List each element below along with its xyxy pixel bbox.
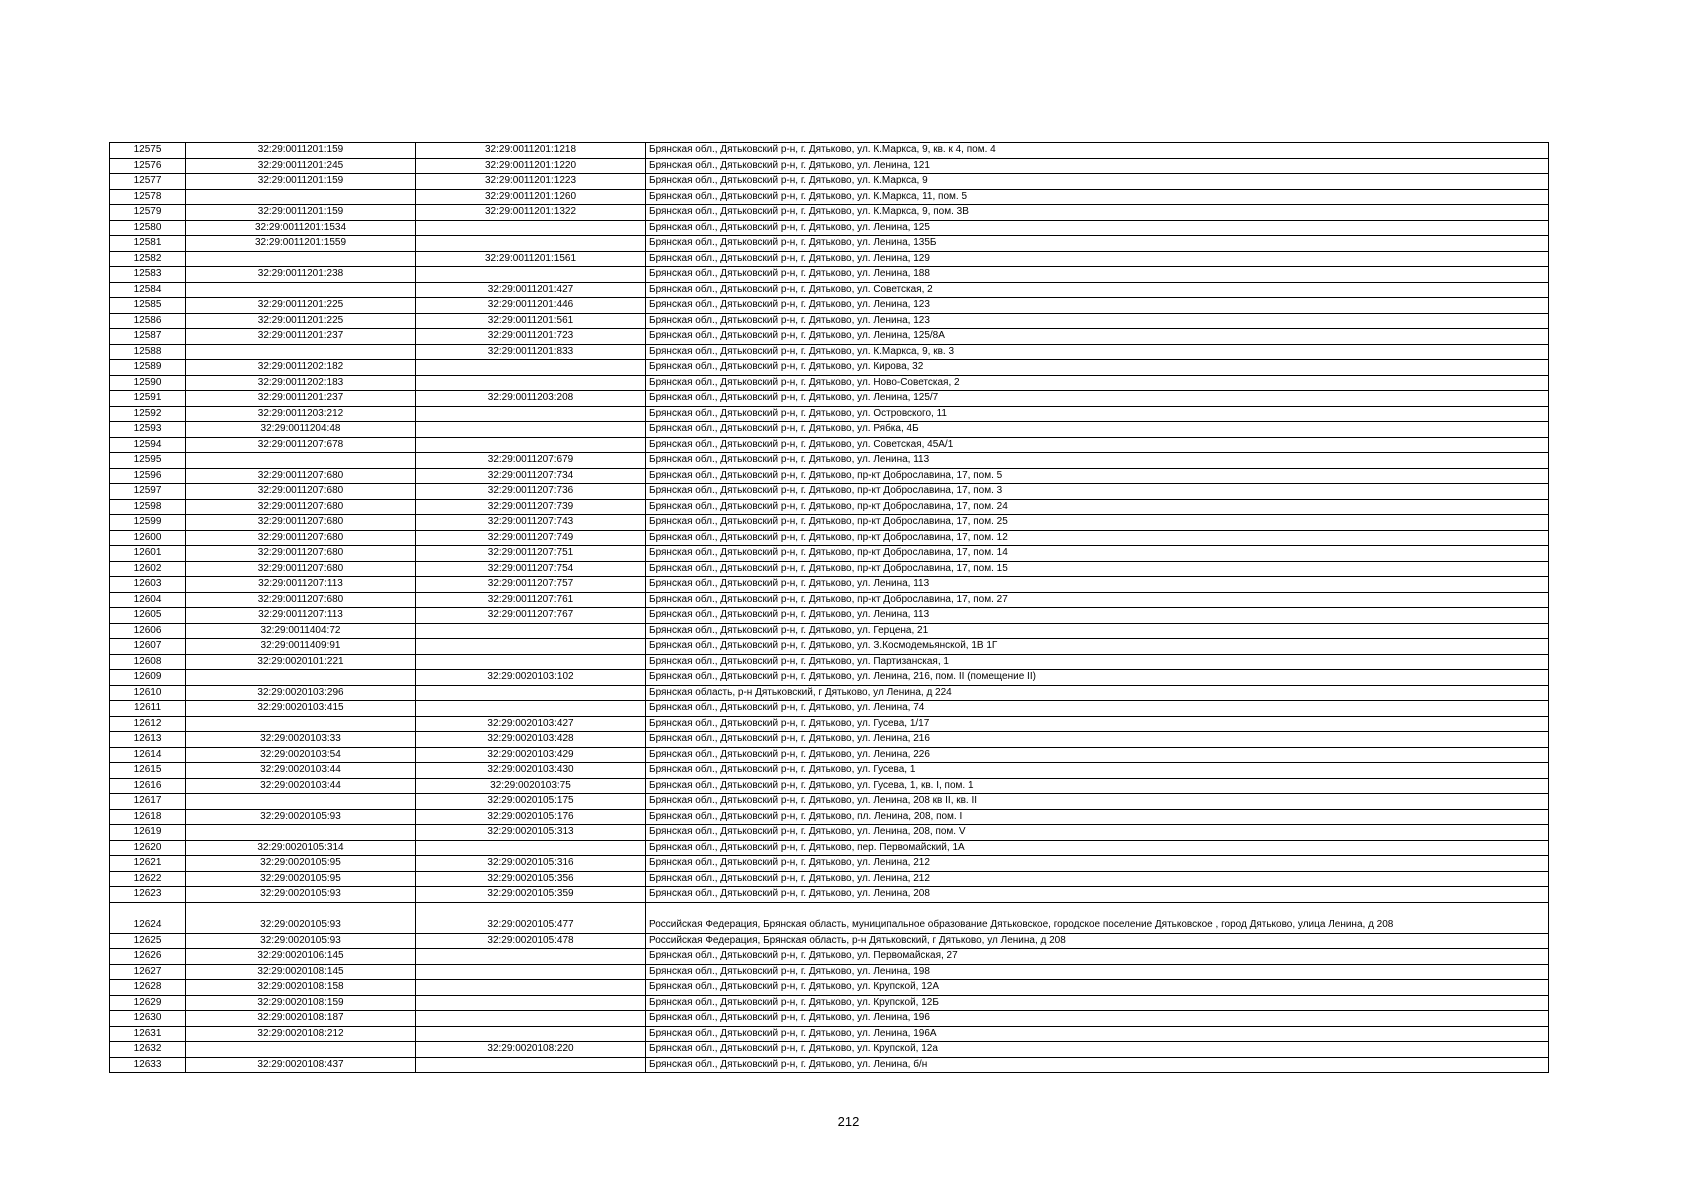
address-cell: Брянская обл., Дятьковский р-н, г. Дятьково, ул. Ленина, 125 xyxy=(646,220,1549,236)
address-cell: Брянская обл., Дятьковский р-н, г. Дятьково, пр-кт Доброславина, 17, пом. 15 xyxy=(646,561,1549,577)
row-number-cell: 12633 xyxy=(110,1057,186,1073)
address-cell: Брянская обл., Дятьковский р-н, г. Дятьково, пр-кт Доброславина, 17, пом. 24 xyxy=(646,499,1549,515)
table-row xyxy=(110,716,1549,732)
table-row xyxy=(110,670,1549,686)
address-cell: Брянская обл., Дятьковский р-н, г. Дятьково, пр-кт Доброславина, 17, пом. 12 xyxy=(646,530,1549,546)
table-row xyxy=(110,639,1549,655)
address-cell: Брянская обл., Дятьковский р-н, г. Дятьково, пр-кт Доброславина, 17, пом. 3 xyxy=(646,484,1549,500)
land-cadastral-cell: 32:29:0020108:437 xyxy=(186,1057,416,1073)
land-cadastral-cell: 32:29:0011201:225 xyxy=(186,298,416,314)
address-cell: Брянская обл., Дятьковский р-н, г. Дятьково, пр-кт Доброславина, 17, пом. 27 xyxy=(646,592,1549,608)
land-cadastral-cell: 32:29:0020105:93 xyxy=(186,887,416,903)
object-cadastral-cell: 32:29:0020105:176 xyxy=(416,809,646,825)
table-row xyxy=(110,763,1549,779)
row-number-cell: 12616 xyxy=(110,778,186,794)
land-cadastral-cell: 32:29:0011201:238 xyxy=(186,267,416,283)
address-cell: Брянская обл., Дятьковский р-н, г. Дятьково, ул. Советская, 45А/1 xyxy=(646,437,1549,453)
address-cell: Брянская обл., Дятьковский р-н, г. Дятьково, ул. Партизанская, 1 xyxy=(646,654,1549,670)
object-cadastral-cell xyxy=(416,949,646,965)
land-cadastral-cell: 32:29:0011201:225 xyxy=(186,313,416,329)
object-cadastral-cell: 32:29:0020105:313 xyxy=(416,825,646,841)
address-cell: Брянская обл., Дятьковский р-н, г. Дятьково, ул. Советская, 2 xyxy=(646,282,1549,298)
address-cell: Брянская обл., Дятьковский р-н, г. Дятьково, ул. Ленина, 125/8А xyxy=(646,329,1549,345)
object-cadastral-cell: 32:29:0011207:757 xyxy=(416,577,646,593)
row-number-cell: 12590 xyxy=(110,375,186,391)
land-cadastral-cell: 32:29:0011404:72 xyxy=(186,623,416,639)
land-cadastral-cell: 32:29:0011201:159 xyxy=(186,205,416,221)
land-cadastral-cell: 32:29:0011207:680 xyxy=(186,515,416,531)
land-cadastral-cell xyxy=(186,282,416,298)
object-cadastral-cell: 32:29:0011201:833 xyxy=(416,344,646,360)
table-row xyxy=(110,902,1549,933)
row-number-cell: 12589 xyxy=(110,360,186,376)
row-number-cell: 12596 xyxy=(110,468,186,484)
row-number-cell: 12576 xyxy=(110,158,186,174)
table-row xyxy=(110,778,1549,794)
land-cadastral-cell: 32:29:0020103:54 xyxy=(186,747,416,763)
address-cell: Брянская обл., Дятьковский р-н, г. Дятьково, пр-кт Доброславина, 17, пом. 14 xyxy=(646,546,1549,562)
address-cell: Брянская обл., Дятьковский р-н, г. Дятьково, ул. К.Маркса, 9, пом. 3В xyxy=(646,205,1549,221)
object-cadastral-cell: 32:29:0011201:1260 xyxy=(416,189,646,205)
row-number-cell: 12610 xyxy=(110,685,186,701)
table-row xyxy=(110,158,1549,174)
address-cell: Брянская обл., Дятьковский р-н, г. Дятьково, ул. Ленина, 135Б xyxy=(646,236,1549,252)
address-cell: Брянская обл., Дятьковский р-н, г. Дятьково, ул. Островского, 11 xyxy=(646,406,1549,422)
object-cadastral-cell: 32:29:0011207:761 xyxy=(416,592,646,608)
land-cadastral-cell: 32:29:0011207:680 xyxy=(186,530,416,546)
land-cadastral-cell: 32:29:0011207:680 xyxy=(186,546,416,562)
address-cell: Брянская обл., Дятьковский р-н, г. Дятьково, ул. Ленина, 208 кв II, кв. II xyxy=(646,794,1549,810)
object-cadastral-cell xyxy=(416,437,646,453)
row-number-cell: 12618 xyxy=(110,809,186,825)
row-number-cell: 12615 xyxy=(110,763,186,779)
registry-body xyxy=(110,143,1549,1073)
row-number-cell: 12627 xyxy=(110,964,186,980)
address-cell: Брянская обл., Дятьковский р-н, г. Дятьково, ул. Кирова, 32 xyxy=(646,360,1549,376)
land-cadastral-cell: 32:29:0020108:158 xyxy=(186,980,416,996)
object-cadastral-cell: 32:29:0020105:477 xyxy=(416,902,646,933)
object-cadastral-cell: 32:29:0020103:75 xyxy=(416,778,646,794)
land-cadastral-cell: 32:29:0020108:145 xyxy=(186,964,416,980)
object-cadastral-cell: 32:29:0020103:428 xyxy=(416,732,646,748)
table-row xyxy=(110,499,1549,515)
row-number-cell: 12582 xyxy=(110,251,186,267)
row-number-cell: 12580 xyxy=(110,220,186,236)
address-cell: Брянская обл., Дятьковский р-н, г. Дятьково, ул. Ленина, 196А xyxy=(646,1026,1549,1042)
row-number-cell: 12586 xyxy=(110,313,186,329)
row-number-cell: 12594 xyxy=(110,437,186,453)
address-cell: Брянская обл., Дятьковский р-н, г. Дятьково, пл. Ленина, 208, пом. I xyxy=(646,809,1549,825)
table-row xyxy=(110,220,1549,236)
address-cell: Брянская обл., Дятьковский р-н, г. Дятьково, ул. Ленина, 198 xyxy=(646,964,1549,980)
table-row xyxy=(110,561,1549,577)
address-cell: Брянская обл., Дятьковский р-н, г. Дятьково, ул. К.Маркса, 9 xyxy=(646,174,1549,190)
row-number-cell: 12575 xyxy=(110,143,186,159)
row-number-cell: 12611 xyxy=(110,701,186,717)
object-cadastral-cell: 32:29:0011201:723 xyxy=(416,329,646,345)
row-number-cell: 12623 xyxy=(110,887,186,903)
table-row xyxy=(110,1026,1549,1042)
object-cadastral-cell xyxy=(416,375,646,391)
object-cadastral-cell xyxy=(416,422,646,438)
table-row xyxy=(110,747,1549,763)
row-number-cell: 12598 xyxy=(110,499,186,515)
object-cadastral-cell xyxy=(416,1057,646,1073)
object-cadastral-cell xyxy=(416,980,646,996)
address-cell: Брянская обл., Дятьковский р-н, г. Дятьково, ул. К.Маркса, 9, кв. к 4, пом. 4 xyxy=(646,143,1549,159)
land-cadastral-cell: 32:29:0020105:93 xyxy=(186,902,416,933)
row-number-cell: 12622 xyxy=(110,871,186,887)
address-cell: Брянская обл., Дятьковский р-н, г. Дятьково, ул. Ново-Советская, 2 xyxy=(646,375,1549,391)
row-number-cell: 12625 xyxy=(110,933,186,949)
table-row xyxy=(110,468,1549,484)
row-number-cell: 12603 xyxy=(110,577,186,593)
address-cell: Брянская обл., Дятьковский р-н, г. Дятьково, ул. Крупской, 12а xyxy=(646,1042,1549,1058)
object-cadastral-cell: 32:29:0011207:749 xyxy=(416,530,646,546)
table-row xyxy=(110,577,1549,593)
land-cadastral-cell: 32:29:0020108:212 xyxy=(186,1026,416,1042)
table-row xyxy=(110,189,1549,205)
row-number-cell: 12612 xyxy=(110,716,186,732)
address-cell: Брянская обл., Дятьковский р-н, г. Дятьково, ул. Герцена, 21 xyxy=(646,623,1549,639)
table-row xyxy=(110,174,1549,190)
row-number-cell: 12591 xyxy=(110,391,186,407)
row-number-cell: 12608 xyxy=(110,654,186,670)
object-cadastral-cell xyxy=(416,964,646,980)
registry-table xyxy=(109,142,1549,1073)
table-row xyxy=(110,422,1549,438)
row-number-cell: 12600 xyxy=(110,530,186,546)
table-row xyxy=(110,251,1549,267)
land-cadastral-cell: 32:29:0011409:91 xyxy=(186,639,416,655)
object-cadastral-cell: 32:29:0020105:175 xyxy=(416,794,646,810)
land-cadastral-cell xyxy=(186,189,416,205)
address-cell: Брянская обл., Дятьковский р-н, г. Дятьково, ул. З.Космодемьянской, 1В 1Г xyxy=(646,639,1549,655)
row-number-cell: 12579 xyxy=(110,205,186,221)
land-cadastral-cell: 32:29:0011207:680 xyxy=(186,499,416,515)
land-cadastral-cell: 32:29:0020108:187 xyxy=(186,1011,416,1027)
object-cadastral-cell xyxy=(416,1011,646,1027)
table-row xyxy=(110,1011,1549,1027)
address-cell: Брянская обл., Дятьковский р-н, г. Дятьково, ул. Гусева, 1 xyxy=(646,763,1549,779)
table-row xyxy=(110,701,1549,717)
address-cell: Брянская обл., Дятьковский р-н, г. Дятьково, ул. Ленина, 123 xyxy=(646,313,1549,329)
object-cadastral-cell: 32:29:0020105:478 xyxy=(416,933,646,949)
object-cadastral-cell xyxy=(416,995,646,1011)
table-row xyxy=(110,236,1549,252)
object-cadastral-cell xyxy=(416,360,646,376)
table-row xyxy=(110,282,1549,298)
object-cadastral-cell: 32:29:0011201:446 xyxy=(416,298,646,314)
table-row xyxy=(110,887,1549,903)
land-cadastral-cell: 32:29:0011201:1534 xyxy=(186,220,416,236)
row-number-cell: 12613 xyxy=(110,732,186,748)
table-row xyxy=(110,980,1549,996)
object-cadastral-cell: 32:29:0011201:1223 xyxy=(416,174,646,190)
row-number-cell: 12602 xyxy=(110,561,186,577)
table-row xyxy=(110,360,1549,376)
object-cadastral-cell: 32:29:0011201:1561 xyxy=(416,251,646,267)
address-cell: Брянская обл., Дятьковский р-н, г. Дятьково, ул. Крупской, 12А xyxy=(646,980,1549,996)
table-row xyxy=(110,205,1549,221)
table-row xyxy=(110,623,1549,639)
land-cadastral-cell: 32:29:0020103:296 xyxy=(186,685,416,701)
row-number-cell: 12614 xyxy=(110,747,186,763)
object-cadastral-cell: 32:29:0020103:102 xyxy=(416,670,646,686)
object-cadastral-cell: 32:29:0011203:208 xyxy=(416,391,646,407)
row-number-cell: 12624 xyxy=(110,902,186,933)
object-cadastral-cell: 32:29:0011201:427 xyxy=(416,282,646,298)
row-number-cell: 12601 xyxy=(110,546,186,562)
address-cell: Брянская обл., Дятьковский р-н, г. Дятьково, ул. Ленина, 212 xyxy=(646,871,1549,887)
land-cadastral-cell: 32:29:0011201:1559 xyxy=(186,236,416,252)
object-cadastral-cell xyxy=(416,623,646,639)
object-cadastral-cell xyxy=(416,267,646,283)
table-row xyxy=(110,732,1549,748)
address-cell: Брянская обл., Дятьковский р-н, г. Дятьково, ул. Гусева, 1, кв. I, пом. 1 xyxy=(646,778,1549,794)
address-cell: Брянская обл., Дятьковский р-н, г. Дятьково, ул. Ленина, 74 xyxy=(646,701,1549,717)
object-cadastral-cell xyxy=(416,1026,646,1042)
table-row xyxy=(110,437,1549,453)
row-number-cell: 12609 xyxy=(110,670,186,686)
row-number-cell: 12619 xyxy=(110,825,186,841)
address-cell: Российская Федерация, Брянская область, р-н Дятьковский, г Дятьково, ул Ленина, д 208 xyxy=(646,933,1549,949)
object-cadastral-cell xyxy=(416,406,646,422)
land-cadastral-cell: 32:29:0020103:415 xyxy=(186,701,416,717)
land-cadastral-cell: 32:29:0011201:237 xyxy=(186,329,416,345)
object-cadastral-cell: 32:29:0020105:316 xyxy=(416,856,646,872)
row-number-cell: 12584 xyxy=(110,282,186,298)
table-row xyxy=(110,267,1549,283)
row-number-cell: 12595 xyxy=(110,453,186,469)
object-cadastral-cell xyxy=(416,236,646,252)
address-cell: Брянская обл., Дятьковский р-н, г. Дятьково, ул. Рябка, 4Б xyxy=(646,422,1549,438)
land-cadastral-cell: 32:29:0011207:680 xyxy=(186,468,416,484)
land-cadastral-cell: 32:29:0011204:48 xyxy=(186,422,416,438)
row-number-cell: 12599 xyxy=(110,515,186,531)
land-cadastral-cell: 32:29:0020105:93 xyxy=(186,809,416,825)
row-number-cell: 12604 xyxy=(110,592,186,608)
address-cell: Брянская обл., Дятьковский р-н, г. Дятьково, ул. Ленина, 196 xyxy=(646,1011,1549,1027)
land-cadastral-cell: 32:29:0020101:221 xyxy=(186,654,416,670)
land-cadastral-cell: 32:29:0020103:44 xyxy=(186,778,416,794)
row-number-cell: 12628 xyxy=(110,980,186,996)
object-cadastral-cell xyxy=(416,654,646,670)
row-number-cell: 12593 xyxy=(110,422,186,438)
object-cadastral-cell xyxy=(416,639,646,655)
row-number-cell: 12587 xyxy=(110,329,186,345)
address-cell: Брянская обл., Дятьковский р-н, г. Дятьково, ул. Ленина, 125/7 xyxy=(646,391,1549,407)
land-cadastral-cell xyxy=(186,825,416,841)
object-cadastral-cell: 32:29:0011207:754 xyxy=(416,561,646,577)
object-cadastral-cell: 32:29:0011201:1322 xyxy=(416,205,646,221)
address-cell: Брянская обл., Дятьковский р-н, г. Дятьково, ул. Ленина, 226 xyxy=(646,747,1549,763)
row-number-cell: 12592 xyxy=(110,406,186,422)
table-row xyxy=(110,143,1549,159)
land-cadastral-cell xyxy=(186,716,416,732)
object-cadastral-cell xyxy=(416,701,646,717)
table-row xyxy=(110,825,1549,841)
land-cadastral-cell: 32:29:0011201:237 xyxy=(186,391,416,407)
object-cadastral-cell xyxy=(416,220,646,236)
land-cadastral-cell: 32:29:0011207:113 xyxy=(186,608,416,624)
row-number-cell: 12605 xyxy=(110,608,186,624)
table-row xyxy=(110,515,1549,531)
table-row xyxy=(110,933,1549,949)
land-cadastral-cell xyxy=(186,453,416,469)
land-cadastral-cell: 32:29:0011202:182 xyxy=(186,360,416,376)
row-number-cell: 12585 xyxy=(110,298,186,314)
table-row xyxy=(110,546,1549,562)
address-cell: Брянская обл., Дятьковский р-н, г. Дятьково, ул. Ленина, 208, пом. V xyxy=(646,825,1549,841)
table-row xyxy=(110,794,1549,810)
object-cadastral-cell: 32:29:0020103:429 xyxy=(416,747,646,763)
object-cadastral-cell xyxy=(416,840,646,856)
address-cell: Брянская обл., Дятьковский р-н, г. Дятьково, ул. Ленина, 208 xyxy=(646,887,1549,903)
object-cadastral-cell: 32:29:0020108:220 xyxy=(416,1042,646,1058)
object-cadastral-cell: 32:29:0011207:751 xyxy=(416,546,646,562)
table-row xyxy=(110,298,1549,314)
table-row xyxy=(110,391,1549,407)
address-cell: Брянская обл., Дятьковский р-н, г. Дятьково, ул. Крупской, 12Б xyxy=(646,995,1549,1011)
address-cell: Брянская обл., Дятьковский р-н, г. Дятьково, пер. Первомайский, 1А xyxy=(646,840,1549,856)
table-row xyxy=(110,809,1549,825)
table-row xyxy=(110,1057,1549,1073)
land-cadastral-cell: 32:29:0020103:33 xyxy=(186,732,416,748)
table-row xyxy=(110,530,1549,546)
land-cadastral-cell xyxy=(186,1042,416,1058)
land-cadastral-cell: 32:29:0020103:44 xyxy=(186,763,416,779)
address-cell: Брянская обл., Дятьковский р-н, г. Дятьково, ул. Ленина, 113 xyxy=(646,453,1549,469)
table-row xyxy=(110,840,1549,856)
object-cadastral-cell: 32:29:0011201:1218 xyxy=(416,143,646,159)
table-row xyxy=(110,871,1549,887)
object-cadastral-cell: 32:29:0011207:679 xyxy=(416,453,646,469)
row-number-cell: 12631 xyxy=(110,1026,186,1042)
row-number-cell: 12621 xyxy=(110,856,186,872)
land-cadastral-cell: 32:29:0011201:245 xyxy=(186,158,416,174)
land-cadastral-cell: 32:29:0011207:680 xyxy=(186,561,416,577)
table-row xyxy=(110,949,1549,965)
land-cadastral-cell: 32:29:0020108:159 xyxy=(186,995,416,1011)
table-row xyxy=(110,344,1549,360)
land-cadastral-cell xyxy=(186,344,416,360)
land-cadastral-cell: 32:29:0011201:159 xyxy=(186,143,416,159)
row-number-cell: 12583 xyxy=(110,267,186,283)
address-cell: Брянская область, р-н Дятьковский, г Дятьково, ул Ленина, д 224 xyxy=(646,685,1549,701)
object-cadastral-cell: 32:29:0011207:736 xyxy=(416,484,646,500)
land-cadastral-cell: 32:29:0020105:95 xyxy=(186,871,416,887)
address-cell: Брянская обл., Дятьковский р-н, г. Дятьково, ул. Ленина, 212 xyxy=(646,856,1549,872)
table-row xyxy=(110,685,1549,701)
address-cell: Брянская обл., Дятьковский р-н, г. Дятьково, ул. Ленина, 188 xyxy=(646,267,1549,283)
object-cadastral-cell: 32:29:0020105:356 xyxy=(416,871,646,887)
object-cadastral-cell: 32:29:0020103:430 xyxy=(416,763,646,779)
table-row xyxy=(110,654,1549,670)
address-cell: Брянская обл., Дятьковский р-н, г. Дятьково, ул. Первомайская, 27 xyxy=(646,949,1549,965)
address-cell: Брянская обл., Дятьковский р-н, г. Дятьково, ул. Ленина, 216 xyxy=(646,732,1549,748)
table-row xyxy=(110,406,1549,422)
address-cell: Брянская обл., Дятьковский р-н, г. Дятьково, ул. Ленина, 113 xyxy=(646,608,1549,624)
page-number: 212 xyxy=(837,1114,860,1129)
land-cadastral-cell: 32:29:0011207:680 xyxy=(186,484,416,500)
land-cadastral-cell: 32:29:0011207:113 xyxy=(186,577,416,593)
object-cadastral-cell: 32:29:0020103:427 xyxy=(416,716,646,732)
row-number-cell: 12620 xyxy=(110,840,186,856)
object-cadastral-cell: 32:29:0011207:743 xyxy=(416,515,646,531)
table-row xyxy=(110,484,1549,500)
land-cadastral-cell: 32:29:0020105:314 xyxy=(186,840,416,856)
address-cell: Брянская обл., Дятьковский р-н, г. Дятьково, ул. К.Маркса, 9, кв. 3 xyxy=(646,344,1549,360)
land-cadastral-cell: 32:29:0020105:93 xyxy=(186,933,416,949)
table-row xyxy=(110,592,1549,608)
land-cadastral-cell xyxy=(186,251,416,267)
address-cell: Брянская обл., Дятьковский р-н, г. Дятьково, ул. Ленина, 129 xyxy=(646,251,1549,267)
row-number-cell: 12588 xyxy=(110,344,186,360)
table-row xyxy=(110,313,1549,329)
table-row xyxy=(110,329,1549,345)
address-cell: Российская Федерация, Брянская область, муниципальное образование Дятьковское, городское поселение Дятьковское , город Дятьково, улица Ленина, д 208 xyxy=(646,902,1549,933)
row-number-cell: 12607 xyxy=(110,639,186,655)
row-number-cell: 12626 xyxy=(110,949,186,965)
land-cadastral-cell xyxy=(186,794,416,810)
object-cadastral-cell: 32:29:0011207:739 xyxy=(416,499,646,515)
table-row xyxy=(110,608,1549,624)
address-cell: Брянская обл., Дятьковский р-н, г. Дятьково, ул. Ленина, 113 xyxy=(646,577,1549,593)
row-number-cell: 12630 xyxy=(110,1011,186,1027)
land-cadastral-cell: 32:29:0011201:159 xyxy=(186,174,416,190)
address-cell: Брянская обл., Дятьковский р-н, г. Дятьково, ул. К.Маркса, 11, пом. 5 xyxy=(646,189,1549,205)
address-cell: Брянская обл., Дятьковский р-н, г. Дятьково, пр-кт Доброславина, 17, пом. 5 xyxy=(646,468,1549,484)
table-row xyxy=(110,995,1549,1011)
table-row xyxy=(110,1042,1549,1058)
row-number-cell: 12597 xyxy=(110,484,186,500)
row-number-cell: 12617 xyxy=(110,794,186,810)
address-cell: Брянская обл., Дятьковский р-н, г. Дятьково, ул. Ленина, 123 xyxy=(646,298,1549,314)
row-number-cell: 12629 xyxy=(110,995,186,1011)
address-cell: Брянская обл., Дятьковский р-н, г. Дятьково, ул. Ленина, 121 xyxy=(646,158,1549,174)
row-number-cell: 12577 xyxy=(110,174,186,190)
land-cadastral-cell: 32:29:0011202:183 xyxy=(186,375,416,391)
land-cadastral-cell: 32:29:0011203:212 xyxy=(186,406,416,422)
address-cell: Брянская обл., Дятьковский р-н, г. Дятьково, ул. Ленина, 216, пом. II (помещение II) xyxy=(646,670,1549,686)
object-cadastral-cell: 32:29:0011201:561 xyxy=(416,313,646,329)
address-cell: Брянская обл., Дятьковский р-н, г. Дятьково, ул. Ленина, б/н xyxy=(646,1057,1549,1073)
row-number-cell: 12606 xyxy=(110,623,186,639)
object-cadastral-cell: 32:29:0020105:359 xyxy=(416,887,646,903)
address-cell: Брянская обл., Дятьковский р-н, г. Дятьково, пр-кт Доброславина, 17, пом. 25 xyxy=(646,515,1549,531)
table-row xyxy=(110,375,1549,391)
row-number-cell: 12632 xyxy=(110,1042,186,1058)
row-number-cell: 12578 xyxy=(110,189,186,205)
object-cadastral-cell: 32:29:0011207:767 xyxy=(416,608,646,624)
object-cadastral-cell: 32:29:0011201:1220 xyxy=(416,158,646,174)
table-row xyxy=(110,964,1549,980)
land-cadastral-cell: 32:29:0011207:678 xyxy=(186,437,416,453)
address-cell: Брянская обл., Дятьковский р-н, г. Дятьково, ул. Гусева, 1/17 xyxy=(646,716,1549,732)
land-cadastral-cell xyxy=(186,670,416,686)
land-cadastral-cell: 32:29:0011207:680 xyxy=(186,592,416,608)
row-number-cell: 12581 xyxy=(110,236,186,252)
table-row xyxy=(110,453,1549,469)
land-cadastral-cell: 32:29:0020106:145 xyxy=(186,949,416,965)
object-cadastral-cell xyxy=(416,685,646,701)
object-cadastral-cell: 32:29:0011207:734 xyxy=(416,468,646,484)
table-row xyxy=(110,856,1549,872)
land-cadastral-cell: 32:29:0020105:95 xyxy=(186,856,416,872)
